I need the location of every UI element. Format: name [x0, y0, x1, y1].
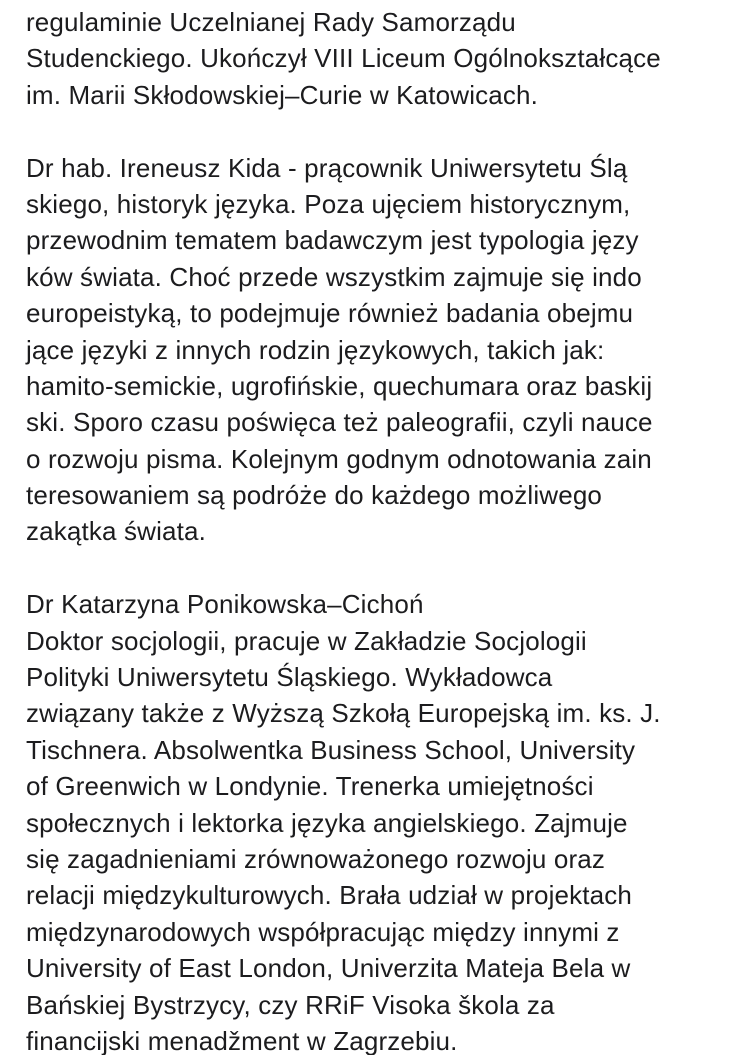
text-line: teresowaniem są podróże do każdego możliwego	[26, 480, 603, 511]
paragraph-katarzyna-ponikowska-cichon	[26, 586, 746, 1055]
text-line: społecznych i lektorka języka angielskiego. Zajmuje	[26, 807, 628, 838]
text-line: relacji międzykulturowych. Brała udział w projektach	[26, 880, 633, 911]
text-line: University of East London, Univerzita Mateja Bela w	[26, 953, 631, 984]
text-line: regulaminie Uczelnianej Rady Samorządu	[26, 7, 516, 37]
text-line: financijski menadžment w Zagrzebiu.	[26, 1025, 458, 1055]
text-line: ków świata. Choć przede wszystkim zajmuje się indo	[26, 261, 642, 292]
text-line: Polityki Uniwersytetu Śląskiego. Wykładowca	[26, 662, 553, 693]
text-line: przewodnim tematem badawczym jest typologia języ	[26, 225, 639, 256]
text-line: im. Marii Skłodowskiej–Curie w Katowicach.	[26, 79, 539, 110]
text-line: Dr hab. Ireneusz Kida - prącownik Uniwersytetu Ślą	[26, 152, 628, 183]
text-line: Tischnera. Absolwentka Business School, University	[26, 734, 636, 765]
text-line: of Greenwich w Londynie. Trenerka umiejętności	[26, 771, 594, 802]
text-line: hamito-semickie, ugrofińskie, quechumara oraz baskij	[26, 370, 653, 401]
text-line: Dr Katarzyna Ponikowska–Cichoń	[26, 589, 424, 620]
text-line: Studenckiego. Ukończył VIII Liceum Ogólnokształcące	[26, 43, 661, 74]
text-line: międzynarodowych współpracując między innymi z	[26, 916, 620, 947]
document-text	[26, 4, 746, 1055]
paragraph-spacer	[26, 550, 746, 586]
text-line: o rozwoju pisma. Kolejnym godnym odnotowania zain	[26, 443, 652, 474]
text-line: Bańskiej Bystrzycy, czy RRiF Visoka škola za	[26, 989, 555, 1020]
paragraph-spacer	[26, 113, 746, 149]
text-line: europeistyką, to podejmuje również badania obejmu	[26, 298, 634, 329]
text-line: zakątka świata.	[26, 516, 206, 547]
paragraph-ireneusz-kida	[26, 150, 746, 550]
text-line: jące języki z innych rodzin językowych, takich jak:	[26, 334, 605, 365]
text-line: ski. Sporo czasu poświęca też paleografii, czyli nauce	[26, 407, 653, 438]
text-line: Doktor socjologii, pracuje w Zakładzie Socjologii	[26, 625, 587, 656]
text-line: związany także z Wyższą Szkołą Europejską im. ks. J.	[26, 698, 661, 729]
text-line: skiego, historyk języka. Poza ujęciem historycznym,	[26, 188, 631, 219]
paragraph-continuation	[26, 4, 746, 113]
text-line: się zagadnieniami zrównoważonego rozwoju oraz	[26, 843, 606, 874]
